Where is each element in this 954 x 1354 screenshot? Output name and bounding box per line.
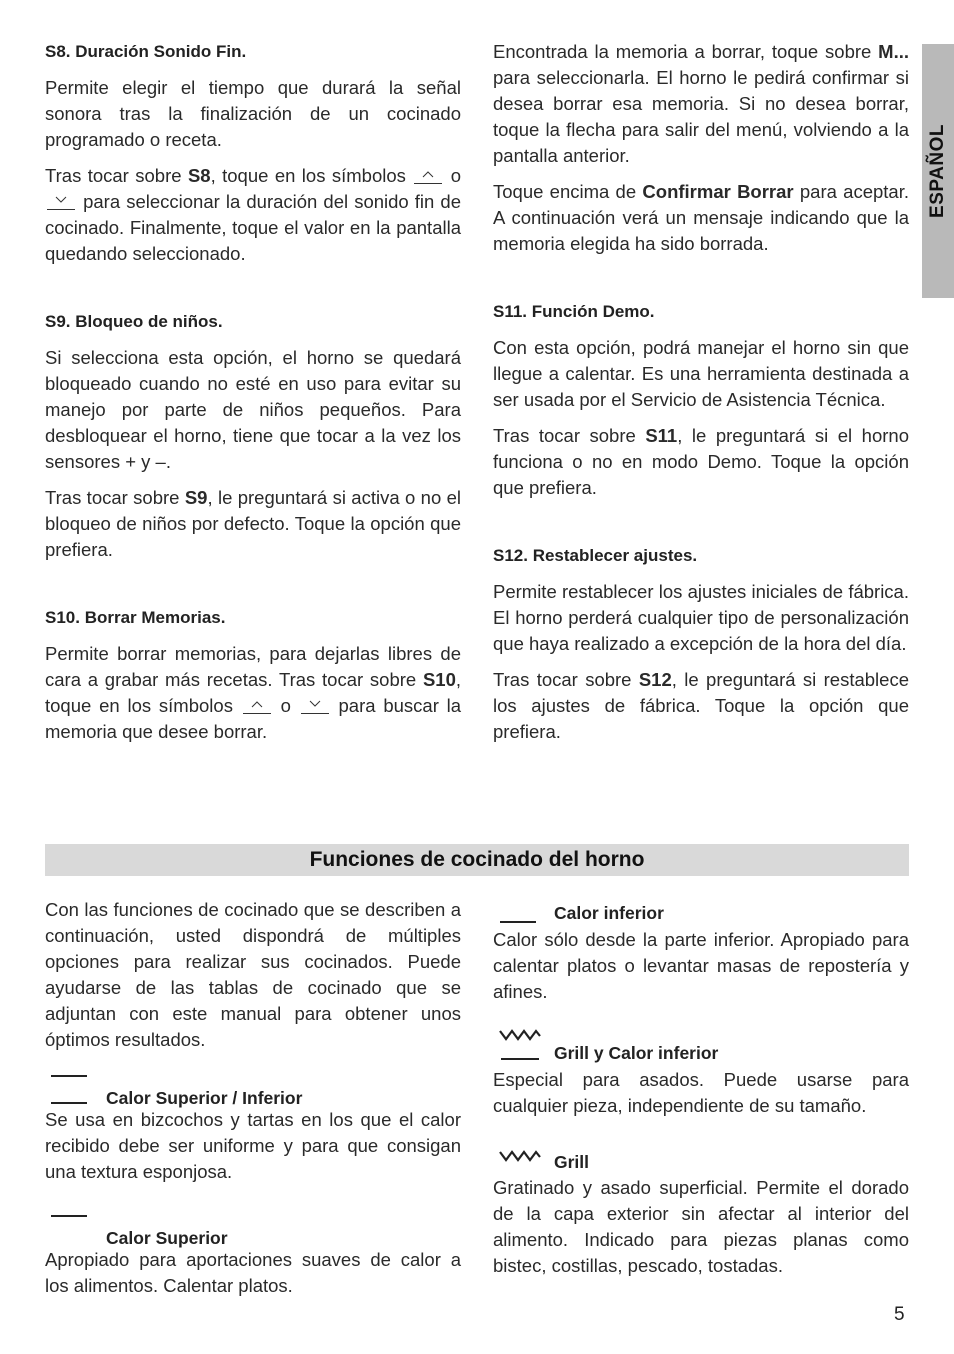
sup-inf-title: Calor Superior / Inferior (106, 1088, 303, 1108)
grill-inf-text: Especial para asados. Puede usarse para cualquier pieza, independiente de su tamaño. (493, 1069, 909, 1116)
s12-paragraph-2 (493, 667, 909, 745)
section-title: Funciones de cocinado del horno (309, 848, 645, 871)
s8-p2-text-d: para seleccionar la duración del sonido fin de cocinado. Finalmente, toque el valor en la pantalla quedando seleccionado. (45, 191, 462, 264)
s10-p1-text-a: Permite borrar memorias, para dejarlas libres de cara a grabar más recetas. Tras tocar sobre (45, 643, 461, 690)
s9-paragraph-1: Si selecciona esta opción, el horno se quedará bloqueado cuando no esté en uso para evitar su manejo por parte de niños pequeños. Para desbloquear el horno, tiene que tocar a la vez los sensores + y –. (45, 347, 461, 472)
grill-title: Grill (554, 1152, 590, 1172)
s10-code: S10 (422, 669, 456, 690)
s11-paragraph-1: Con esta opción, podrá manejar el horno sin que llegue a calentar. Es una herramienta destinada a ser usada por el Servicio de Asistencia Técnica. (493, 337, 909, 410)
sup-inf-heading-row (45, 1075, 461, 1107)
up-arrow-icon (414, 167, 442, 184)
s8-p2-text-b: , toque en los símbolos (210, 165, 406, 186)
down-arrow-icon (301, 697, 329, 714)
page-number: 5 (894, 1304, 905, 1325)
inf-heading-row (493, 901, 909, 927)
s11-heading: S11. Función Demo. (493, 302, 655, 321)
right-column-top (493, 39, 909, 745)
memory-paragraph-1 (493, 39, 909, 169)
memory-p2-text-b: para aceptar. A continuación verá un mensaje indicando que la memoria elegida ha sido borrada. (493, 181, 909, 254)
grill-bottom-heat-icon (497, 1027, 541, 1066)
bottom-heat-icon (493, 901, 537, 923)
s12-code: S12 (638, 669, 672, 690)
memory-paragraph-2 (493, 179, 909, 257)
s10-p1-text-d: para buscar la memoria que desee borrar. (45, 695, 462, 742)
left-column-top (45, 41, 461, 745)
function-inf (493, 901, 909, 1005)
s8-p2-text-a: Tras tocar sobre (45, 165, 188, 186)
inf-text: Calor sólo desde la parte inferior. Apropiado para calentar platos o levantar masas de repostería y afines. (493, 929, 909, 1002)
down-arrow-icon (47, 193, 75, 210)
s8-heading: S8. Duración Sonido Fin. (45, 42, 247, 61)
s8-paragraph-2 (45, 163, 461, 267)
sup-inf-text: Se usa en bizcochos y tartas en los que el calor recibido debe ser uniforme y para que consigan una textura esponjosa. (45, 1109, 461, 1182)
memory-p1-text-a: Encontrada la memoria a borrar, toque sobre (493, 41, 879, 62)
s12-paragraph-1: Permite restablecer los ajustes iniciales de fábrica. El horno perderá cualquier tipo de personalización que haya realizado a excepción de la hora del día. (493, 581, 909, 654)
sup-heading-row (45, 1215, 461, 1247)
language-tab (922, 44, 954, 298)
s8-p2-text-c: o (450, 165, 461, 186)
s11-p2-text-a: Tras tocar sobre (493, 425, 646, 446)
function-grill (493, 1147, 909, 1279)
inf-title: Calor inferior (554, 903, 664, 923)
s10-heading: S10. Borrar Memorias. (45, 608, 226, 627)
grill-inf-heading-row (493, 1027, 909, 1067)
sup-title: Calor Superior (106, 1228, 228, 1248)
function-grill-inf (493, 1027, 909, 1119)
memory-p2-text-a: Toque encima de (493, 181, 643, 202)
right-column-bottom (493, 901, 909, 1279)
s12-heading: S12. Restablecer ajustes. (493, 546, 698, 565)
grill-heading-row (493, 1147, 909, 1175)
memory-p1-text-b: para seleccionarla. El horno le pedirá confirmar si desea borrar esa memoria. Si no desea borrar, toque la flecha para salir del menú, volviendo a la pantalla anterior. (493, 67, 909, 166)
s9-heading: S9. Bloqueo de niños. (45, 312, 223, 331)
s12-p2-text-b: , le preguntará si restablece los ajustes de fábrica. Toque la opción que prefiera. (493, 669, 909, 742)
s10-p1-text-c: o (280, 695, 291, 716)
function-sup (45, 1215, 461, 1299)
top-heat-icon (45, 1215, 89, 1237)
language-tab-label: ESPAÑOL (927, 124, 948, 218)
section-header (45, 844, 909, 876)
s10-p1-text-b: , toque en los símbolos (45, 669, 461, 716)
s12-p2-text-a: Tras tocar sobre (493, 669, 639, 690)
s11-paragraph-2 (493, 423, 909, 501)
s11-code: S11 (645, 425, 678, 446)
s9-p2-text-b: , le preguntará si activa o no el bloqueo de niños por defecto. Toque la opción que prefiera. (45, 487, 461, 560)
s10-paragraph-1 (45, 641, 461, 745)
memory-code: M... (878, 41, 909, 62)
left-column-bottom (45, 897, 461, 1299)
intro-paragraph: Con las funciones de cocinado que se describen a continuación, usted dispondrá de múltiples opciones para realizar sus cocinados. Puede ayudarse de las tablas de cocinado que se adjuntan con este manual para obtener unos óptimos resultados. (45, 899, 461, 1050)
grill-text: Gratinado y asado superficial. Permite el dorado de la capa exterior sin afectar al interior del alimento. Indicado para piezas planas como bistec, costillas, pescado, tostadas. (493, 1177, 909, 1276)
grill-inf-title: Grill y Calor inferior (554, 1043, 719, 1063)
s8-paragraph-1: Permite elegir el tiempo que durará la señal sonora tras la finalización de un cocinado programado o receta. (45, 77, 461, 150)
s8-code: S8 (187, 165, 211, 186)
confirm-delete-label: Confirmar Borrar (642, 181, 794, 202)
grill-icon (497, 1149, 541, 1168)
s9-paragraph-2 (45, 485, 461, 563)
s9-code: S9 (184, 487, 208, 508)
s11-p2-text-b: , le preguntará si el horno funciona o no en modo Demo. Toque la opción que prefiera. (493, 425, 910, 498)
sup-text: Apropiado para aportaciones suaves de calor a los alimentos. Calentar platos. (45, 1249, 461, 1296)
top-bottom-heat-icon (45, 1075, 89, 1105)
up-arrow-icon (243, 697, 271, 714)
function-sup-inf (45, 1075, 461, 1185)
s9-p2-text-a: Tras tocar sobre (45, 487, 185, 508)
